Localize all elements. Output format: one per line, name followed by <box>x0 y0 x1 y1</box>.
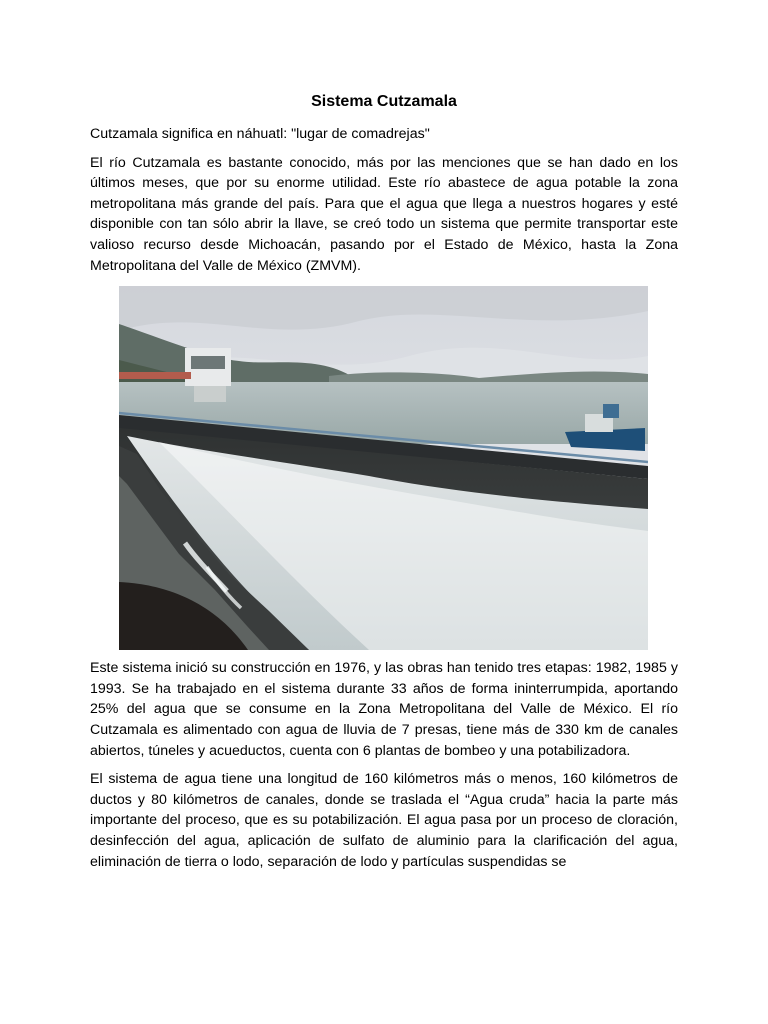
document-subtitle: Cutzamala significa en náhuatl: "lugar de comadrejas" <box>90 126 430 142</box>
paragraph-1: El río Cutzamala es bastante conocido, más por las menciones que se han dado en los últimos meses, que por su enorme utilidad. Este río abastece de agua potable la zona metropolitana más grande del país. Para que el agua que llega a nuestros hogares y esté disponible con tan sólo abrir la llave, se creó todo un sistema que permite transportar este valioso recurso desde Michoacán, pasando por el Estado de México, hasta la Zona Metropolitana del Valle de México (ZMVM). <box>90 154 678 274</box>
paragraph-2: Este sistema inició su construcción en 1976, y las obras han tenido tres etapas: 1982, 1985 y 1993. Se ha trabajado en el sistema durante 33 años de forma ininterrumpida, aportando 25% del agua que se consume en la Zona Metropolitana del Valle de México. El río Cutzamala es alimentado con agua de lluvia de 7 presas, tiene más de 330 km de canales abiertos, túneles y acueductos, cuenta con 6 plantas de bombeo y una potabilizadora. <box>90 660 678 759</box>
document-title: Sistema Cutzamala <box>311 93 457 110</box>
document-page <box>90 92 678 880</box>
dam-photo <box>119 286 648 650</box>
paragraph-3: El sistema de agua tiene una longitud de 160 kilómetros más o menos, 160 kilómetros de ductos y 80 kilómetros de canales, donde se traslada el “Agua cruda” hacia la parte más importante del proceso, que es su potabilización. El agua pasa por un proceso de cloración, desinfección del agua, aplicación de sulfato de aluminio para la clarificación del agua, eliminación de tierra o lodo, separación de lodo y partículas suspendidas se <box>90 771 678 870</box>
